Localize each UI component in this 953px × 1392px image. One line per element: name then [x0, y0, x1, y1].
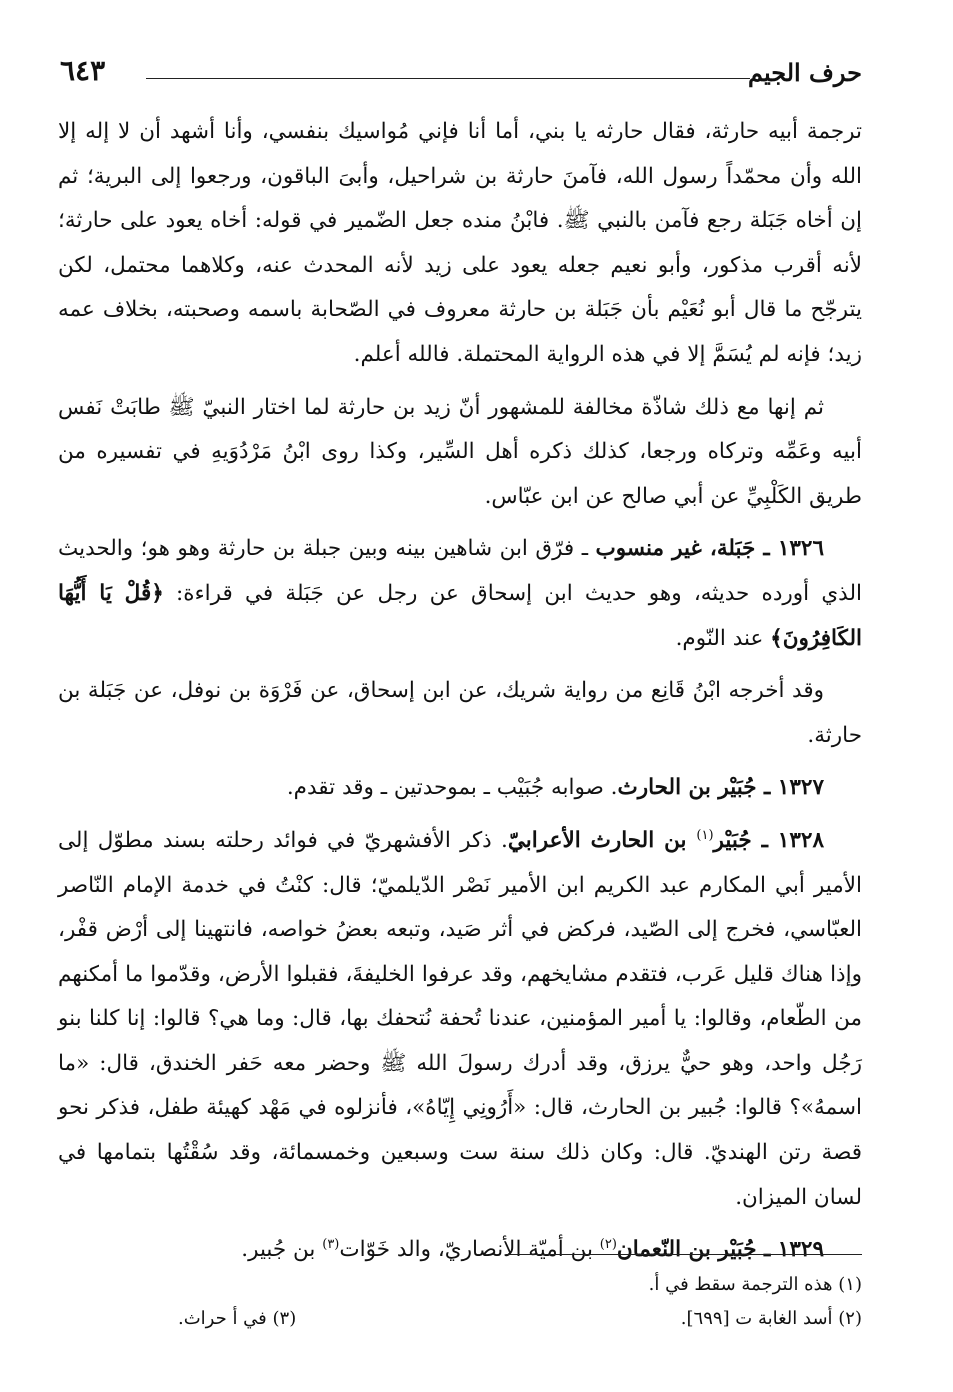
running-head: حرف الجيم [748, 58, 862, 87]
entry-title: ١٣٢٨ ـ جُبَيْر [713, 827, 824, 853]
entry-title: ١٣٢٦ ـ جَبَلة، غير منسوب [595, 536, 825, 562]
text-run: بن أميّة الأنصاريّ، والد خَوّات [339, 1237, 600, 1263]
footnotes [58, 1268, 862, 1336]
paragraph [58, 819, 862, 1220]
paragraph [58, 110, 862, 378]
page-header [58, 54, 862, 94]
text-run: وقد أخرجه ابْنُ قَانِع من رواية شريك، عن ابن إسحاق، عن فَرْوَة بن نوفل، عن جَبَلة بن حارثة. [58, 678, 862, 748]
footnote-rule [506, 1254, 862, 1255]
text-run: بن جُبير. [241, 1237, 323, 1263]
entry-title: ١٣٢٧ ـ جُبَيْر بن الحارث [617, 775, 824, 801]
footnote-ref: (٣) [322, 1237, 340, 1253]
paragraph [58, 766, 862, 811]
text-run: . صوابه جُبَيْب ـ بموحدتين ـ وقد تقدم. [286, 775, 618, 801]
footnote-1: (١) هذه الترجمة سقط في أ. [648, 1274, 862, 1295]
text-run: ثم إنها مع ذلك شاذّة مخالفة للمشهور أنّ زيد بن حارثة لما اختار النبيّ ﷺ طابَتْ نَفس أبيه وعَمِّه وتركاه ورجعا، كذلك ذكره أهل السِّير، وكذا روى ابْنُ مَرْدُوَيهِ في تفسيره من طريق الكَلْبِيِّ عن أبي صالح عن ابن عبّاس. [58, 394, 862, 509]
text-run: ترجمة أبيه حارثة، فقال حارثه يا بني، أما أنا فإني مُواسيك بنفسي، وأنا أشهد أن لا إله إلا الله وأن محمّداً رسول الله، فآمنَ حارثة بن شراحيل، وأبىَ الباقون، ورجعوا إلى البرية؛ ثم إن أخاه جَبَلة رجع فآمن بالنبي ﷺ. فابْنُ منده جعل الضّمير في قوله: أخاه يعود على حارثة؛ لأنه أقرب مذكور، وأبو نعيم جعله يعود على زيد لأنه المحدث عنه، وكلاهما محتمل، لكن يترجّح ما قال أبو نُعَيْم بأن جَبَلة بن حارثة معروف في الصّحابة باسمه وصحبته، بخلاف عمه زيد؛ فإنه لم يُسَمَّ إلا في هذه الرواية المحتملة. فالله أعلم. [58, 119, 862, 367]
entry-title: ١٣٢٩ ـ جُبَيْر بن النّعمان [616, 1237, 824, 1263]
paragraph [58, 669, 862, 758]
quran-quote: ﴿قُلْ يَا أَيُّهَا الكَافِرُونَ﴾ [58, 580, 862, 651]
footnote-ref: (٢) [599, 1237, 617, 1253]
body-text [58, 110, 862, 1273]
text-run: . ذكر الأفشهريّ في فوائد رحلته بسند مطوّل إلى الأمير أبي المكارم عبد الكريم ابن الأمير نَصْر الدّيلميّ؛ قال: كنْتُ في خدمة الإمام النّاصر العبّاسي، فخرج إلى الصّيد، فركض في أثر صَيد، وتبعه بعضُ خواصه، فانتهينا إلى أرْض قفْر، وإذا هناك قليل عَرب، فتقدم مشايخهم، وقد عرفوا الخليفةَ، فقبلوا الأرض، وقدّموا ما أمكنهم من الطّعام، وقالوا: يا أمير المؤمنين، عندنا تُحفة نُتحفك بها، قال: وما هي؟ قالوا: إنا كلنا بنو رَجُل واحد، وهو حيٌّ يرزق، وقد أدرك رسولَ الله ﷺ وحضر معه حَفر الخندق، قال: «ما اسمهُ»؟ قالوا: جُبير بن الحارث، قال: «أَرُونِي إِيّاهُ»، فأنزلوه في مَهْد كهيئة طفل، فذكر نحو قصة رتن الهنديّ. قال: وكان ذلك سنة ست وسبعين وخمسمائة، وقد سُقْتُها بتمامها في لسان الميزان. [58, 827, 862, 1210]
text-run: عند النّوم. [675, 625, 771, 651]
header-rule [146, 78, 750, 79]
page-number: ٦٤٣ [60, 54, 106, 87]
text-run: ـ فرّق ابن شاهين بينه وبين جبلة بن حارثة وهو هو؛ والحديث الذي أورده حديثه، وهو حديث ابن إسحاق عن رجل عن جَبَلة في قراءة: [58, 536, 862, 606]
entry-title: بن الحارث الأعرابيّ [507, 827, 697, 853]
paragraph [58, 527, 862, 661]
footnote-3: (٣) في أ حراث. [178, 1308, 297, 1329]
footnote-2: (٢) أسد الغابة ت [٦٩٩]. [680, 1308, 862, 1329]
document-page [58, 54, 862, 1354]
paragraph [58, 386, 862, 520]
paragraph [58, 1228, 862, 1273]
footnote-ref: (١) [696, 827, 714, 843]
